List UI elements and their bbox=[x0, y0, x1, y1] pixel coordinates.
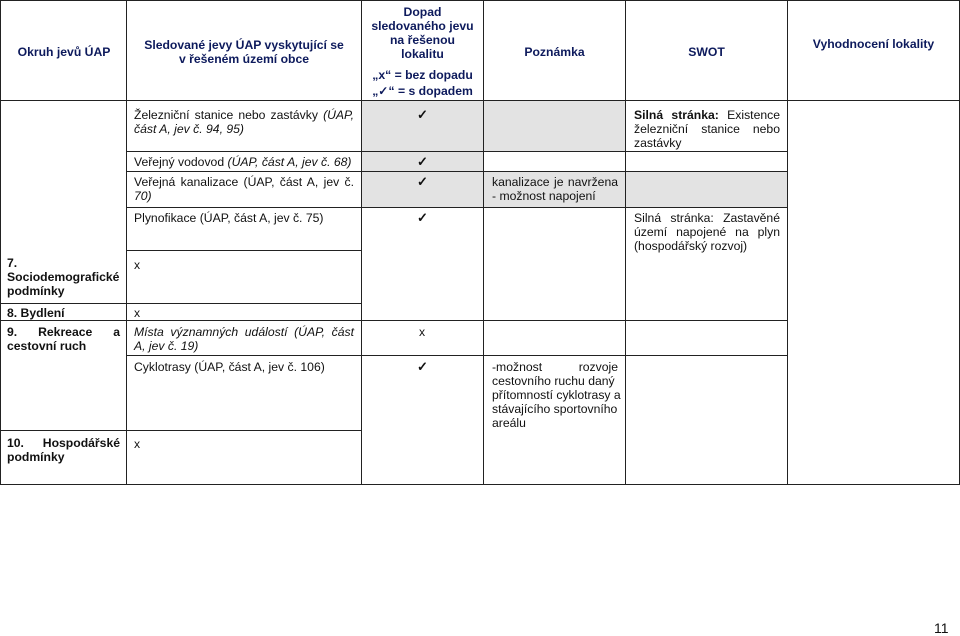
swot-zeleznice-line1: Silná stránka: Existence bbox=[634, 108, 780, 122]
pozn-cyklotrasy-line5: areálu bbox=[492, 416, 526, 430]
okruh-hospodarske-line2: podmínky bbox=[7, 450, 65, 464]
header-dopad-line2: sledovaného jevu bbox=[371, 19, 474, 33]
jev-cyklotrasy: Cyklotrasy (ÚAP, část A, jev č. 106) bbox=[134, 360, 325, 374]
header-dopad-line1: Dopad bbox=[403, 5, 442, 19]
pozn-cyklotrasy-line4: stávajícího sportovního bbox=[492, 402, 618, 416]
okruh-bydleni: 8. Bydlení bbox=[7, 306, 65, 320]
dopad-zeleznice-check-icon: ✓ bbox=[417, 107, 428, 122]
dopad-cyklotrasy-check-icon: ✓ bbox=[417, 359, 428, 374]
header-dopad-line4: lokalitu bbox=[401, 47, 444, 61]
jev-kanalizace-line2: 70) bbox=[134, 189, 152, 203]
okruh-sociodemo-line2: Sociodemografické bbox=[7, 270, 120, 284]
jev-zeleznice-line1: Železniční stanice nebo zastávky (ÚAP, bbox=[134, 108, 354, 122]
okruh-hospodarske-line1: 10. Hospodářské bbox=[7, 436, 120, 450]
swot-plynofikace-line1: Silná stránka: Zastavěné bbox=[634, 211, 780, 225]
header-vyhodnoceni: Vyhodnocení lokality bbox=[812, 37, 935, 51]
jev-kanalizace-line1: Veřejná kanalizace (ÚAP, část A, jev č. bbox=[134, 175, 354, 189]
jev-zeleznice-line2: část A, jev č. 94, 95) bbox=[134, 122, 244, 136]
okruh-sociodemo-line3: podmínky bbox=[7, 284, 65, 298]
swot-plynofikace-line3: (hospodářský rozvoj) bbox=[634, 239, 748, 253]
dopad-vodovod-check-icon: ✓ bbox=[417, 154, 428, 169]
pozn-cyklotrasy-line3: přítomností cyklotrasy a bbox=[492, 388, 621, 402]
shade-swot-row3 bbox=[626, 172, 787, 207]
dopad-kanalizace-check-icon: ✓ bbox=[417, 174, 428, 189]
jev-vodovod: Veřejný vodovod (ÚAP, část A, jev č. 68) bbox=[134, 155, 352, 169]
jev-hospodarske: x bbox=[134, 437, 141, 451]
pozn-kanalizace-line1: kanalizace je navržena bbox=[492, 175, 618, 189]
header-jevy-line1: Sledované jevy ÚAP vyskytující se bbox=[144, 38, 344, 52]
header-dopad-line3: na řešenou bbox=[389, 33, 456, 47]
jev-rekreace-line1: Místa významných událostí (ÚAP, část bbox=[134, 325, 354, 339]
header-jevy-line2: v řešeném území obce bbox=[178, 52, 310, 66]
jev-rekreace-line2: A, jev č. 19) bbox=[134, 339, 199, 353]
header-swot: SWOT bbox=[688, 45, 725, 59]
okruh-sociodemo-line1: 7. bbox=[7, 256, 18, 270]
header-legend-check: „✓“ = s dopadem bbox=[372, 84, 473, 98]
header-legend-x: „x“ = bez dopadu bbox=[372, 68, 473, 82]
jev-sociodemo: x bbox=[134, 258, 141, 272]
header-poznamka: Poznámka bbox=[524, 45, 585, 59]
shade-pozn-row1 bbox=[484, 101, 625, 151]
pozn-kanalizace-line2: - možnost napojení bbox=[492, 189, 596, 203]
swot-plynofikace-line2: území napojené na plyn bbox=[634, 225, 780, 239]
pozn-cyklotrasy-line1: -možnost rozvoje bbox=[492, 360, 618, 374]
swot-zeleznice-line3: zastávky bbox=[634, 136, 682, 150]
okruh-rekreace-line2: cestovní ruch bbox=[7, 339, 87, 353]
dopad-rekreace-x: x bbox=[419, 325, 426, 339]
swot-zeleznice-line2: železniční stanice nebo bbox=[634, 122, 780, 136]
header-okruh: Okruh jevů ÚAP bbox=[17, 45, 111, 59]
okruh-rekreace-line1: 9. Rekreace a bbox=[7, 325, 120, 339]
page-number: 11 bbox=[934, 620, 949, 636]
pozn-cyklotrasy-line2: cestovního ruchu daný bbox=[492, 374, 615, 388]
jev-plynofikace: Plynofikace (ÚAP, část A, jev č. 75) bbox=[134, 211, 324, 225]
dopad-plynofikace-check-icon: ✓ bbox=[417, 210, 428, 225]
jev-bydleni: x bbox=[134, 306, 141, 320]
